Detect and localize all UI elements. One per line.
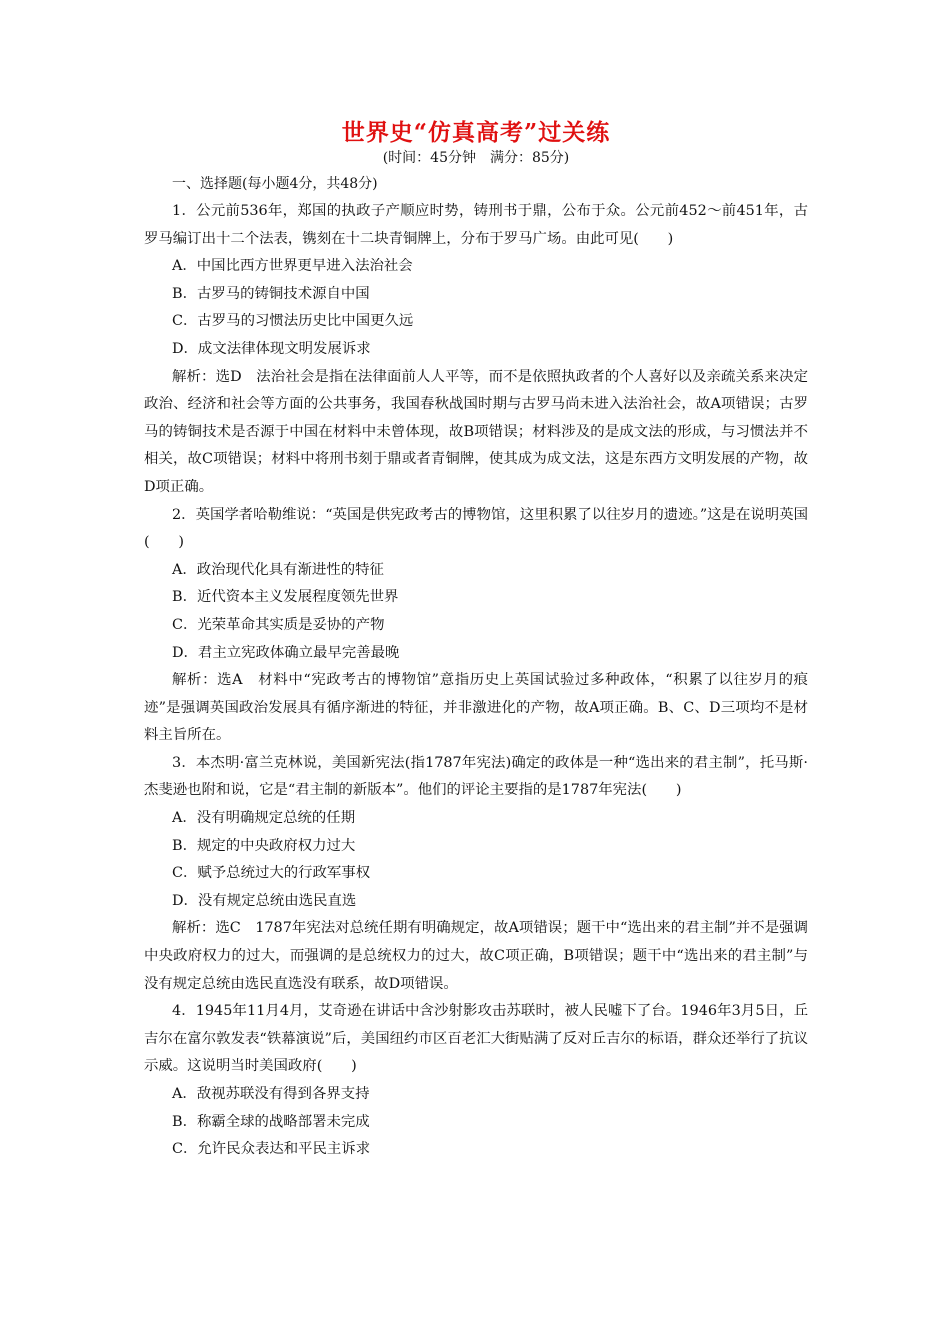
question-stem: 1．公元前536年，郑国的执政子产顺应时势，铸刑书于鼎，公布于众。公元前452～前451年，古罗马编订出十二个法表，镌刻在十二块青铜牌上，分布于罗马广场。由此可见( ) [144,203,808,247]
question-stem: 4．1945年11月4月，艾奇逊在讲话中含沙射影攻击苏联时，被人民嘘下了台。1946年3月5日，丘吉尔在富尔敦发表“铁幕演说”后，美国纽约市区百老汇大街贴满了反对丘吉尔的标语，群众还举行了抗议示威。这说明当时美国政府( ) [144,1003,808,1075]
option-a: A．敌视苏联没有得到各界支持 [172,1086,370,1102]
option-d: D．君主立宪政体确立最早完善最晚 [172,644,400,661]
document-subtitle: (时间：45分钟 满分：85分) [382,150,570,166]
option-a: A．没有明确规定总统的任期 [172,810,356,827]
option-b: B．规定的中央政府权力过大 [172,837,356,854]
section-heading: 一、选择题(每小题4分，共48分) [172,176,378,192]
option-a: A．政治现代化具有渐进性的特征 [172,561,384,578]
option-b: B．近代资本主义发展程度领先世界 [172,589,399,606]
option-d: D．成文法律体现文明发展诉求 [172,340,371,357]
question-stem: 3．本杰明·富兰克林说，美国新宪法(指1787年宪法)确定的政体是一种“选出来的君主制”，托马斯·杰斐逊也附和说，它是“君主制的新版本”。他们的评论主要指的是1787年宪法( ) [144,754,808,799]
option-b: B．古罗马的铸铜技术源自中国 [172,285,370,302]
document-page [144,118,808,1164]
option-c: C．允许民众表达和平民主诉求 [172,1141,371,1158]
option-c: C．赋予总统过大的行政军事权 [172,865,371,882]
answer-analysis: 解析：选D 法治社会是指在法律面前人人平等，而不是依照执政者的个人喜好以及亲疏关系来决定政治、经济和社会等方面的公共事务，我国春秋战国时期与古罗马尚未进入法治社会，故A项错误；古罗马的铸铜技术是否源于中国在材料中未曾体现，故B项错误；材料涉及的是成文法的形成，与习惯法并不相关，故C项错误；材料中将刑书刻于鼎或者青铜牌，使其成为成文法，这是东西方文明发展的产物，故D项正确。 [144,368,808,495]
question-stem: 2．英国学者哈勒维说：“英国是供宪政考古的博物馆，这里积累了以往岁月的遗迹。”这是在说明英国( ) [144,506,808,551]
question-4 [144,998,808,1164]
option-b: B．称霸全球的战略部署未完成 [172,1113,370,1130]
question-1 [144,198,808,502]
question-3 [144,750,808,998]
answer-analysis: 解析：选A 材料中“宪政考古的博物馆”意指历史上英国试验过多种政体，“积累了以往岁月的痕迹”是强调英国政治发展具有循序渐进的特征，并非激进化的产物，故A项正确。B、C、D三项均不是材料主旨所在。 [144,672,808,744]
option-d: D．没有规定总统由选民直选 [172,892,357,909]
option-a: A．中国比西方世界更早进入法治社会 [172,258,413,275]
answer-analysis: 解析：选C 1787年宪法对总统任期有明确规定，故A项错误；题干中“选出来的君主制”并不是强调中央政府权力的过大，而强调的是总统权力的过大，故C项正确，B项错误；题干中“选出来的君主制”与没有规定总统由选民直选没有联系，故D项错误。 [144,920,808,992]
question-2 [144,502,808,750]
option-c: C．光荣革命其实质是妥协的产物 [172,616,385,633]
document-title: 世界史“仿真高考”过关练 [341,119,611,146]
option-c: C．古罗马的习惯法历史比中国更久远 [172,313,414,330]
